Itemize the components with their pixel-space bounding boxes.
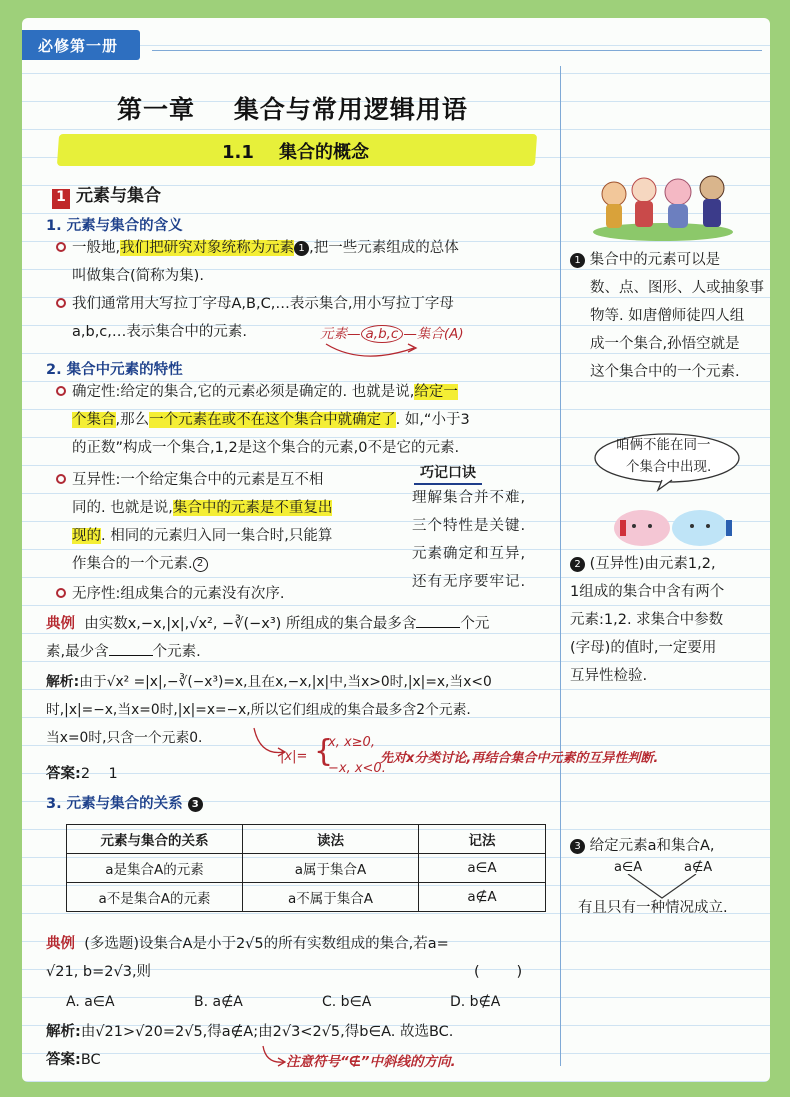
note-marker: 3 <box>570 839 585 854</box>
def-set: 叫做集合(简称为集). <box>72 268 204 284</box>
mnemonic-line: 还有无序要牢记. <box>412 574 527 590</box>
trait-distinct-3: 现的. 相同的元素归入同一集合时,只能算 <box>72 528 333 544</box>
part-heading <box>52 181 161 209</box>
bullet-icon <box>56 386 66 396</box>
solution2: 解析:由√21>√20=2√5,得a∉A;由2√3<2√5,得b∈A. 故选BC. <box>46 1024 454 1040</box>
mnemonic-line: 三个特性是关键. <box>412 518 527 534</box>
bullet-icon <box>56 298 66 308</box>
table-row <box>67 854 546 883</box>
example2-line2: √21, b=2√3,则 <box>46 964 152 980</box>
mnemonic-title: 巧记口诀 <box>414 462 482 485</box>
side-note1-line: 1 集合中的元素可以是 <box>570 246 720 274</box>
page: 必修第一册 第一章 集合与常用逻辑用语 1.1 集合的概念 1 元素与集合 1. 元素与集合的含义 一般地,我们把研究对象统称为元素 1 ,把一些元素组成的总体 叫做集合(简称为集). 我们通常用大写拉丁字母A,B,C,…表示集合,用小写拉丁字母 a,b,c,…表示集合中的元素. 元素— a,b,c —集合(A) 2. 集合中元素的特性 确定性:给定的集合,它的元素必须是确定的. 也就是说,给定一 个集合,那么一个元素在或不在这个集合中就确定了. 如,“小于3 的正数”构成一个集合,1,2是这个集合的元素,0不是它的元素. 互异性:一个给定集合中的元素是互不相 同的. 也就是说,集合中的元素是不重复出 现的. 相同的元素归入同一集合时,只能算 作集合的一个元素. 2 无序性:组成集合的元素没有次序. 巧记口诀 理解集合并不难, 三个特性是关键. 元素确定和互异, 还有无序要牢记. 典例 由实数x,−x,|x|,√x², −∛(−x³) 所组成的集合最多含 个元 素,最少含 个元素. 解析:由于√x² =|x|,−∛(−x³)=x,且在x,−x,|x|中,当x>0时,|x|=x,当x<0 时,|x|=−x,当x=0时,|x|=x=−x,所以它们组成的集合最多含2个元素. 当x=0时,只含一个元素0. |x|= { x, x≥0, −x, x<0. 先对x分类讨论,再结合集合中元素的互异性判断. 答案:2 1 3. 元素与集合的关系 3 元素与集合的关系 读法 记法 a是集合A的元素 a属于集合A a∈A a不是集合A的元素 a不属于集合A a∉A 典例 (多选题)设集合A是小于2√5的所有实数组成的集合,若a= √21, b=2√3,则 ( ) A. a∈A B. a∉A C. b∈A D. b∉A 解析:由√21>√20=2√5,得a∉A;由2√3<2√5,得b∈A. 故选BC. 答案:BC 注意符号“∉”中斜线的方向. 1 集合中的元素可以是 数、点、图形、人或抽象事 物等. 如唐僧师徒四人组 成一个集合,孙悟空就是 这个集合中的一个元素. 咱俩不能在同一 个集合中出现. 2 (互异性)由元素1,2, 1组成的集合中含有两个 元素:1,2. 求集合中参数 (字母)的值时,一定要用 互异性检验. 3 给定元素a和集合A, a∈A a∉A 有且只有一种情况成立. <box>22 18 770 1082</box>
table-row <box>67 883 546 912</box>
heading-meaning: 1. 元素与集合的含义 <box>46 218 183 234</box>
example1-line2: 素,最少含 个元素. <box>46 644 201 660</box>
example2-line1: 典例 (多选题)设集合A是小于2√5的所有实数组成的集合,若a= <box>46 936 449 952</box>
table-cell: a是集合A的元素 <box>67 854 243 883</box>
side-note1-line: 这个集合中的一个元素. <box>590 364 740 380</box>
answer-paren: ( ) <box>474 964 523 980</box>
table-cell: a属于集合A <box>243 854 419 883</box>
def-element: 一般地,我们把研究对象统称为元素 1 ,把一些元素组成的总体 <box>56 234 459 262</box>
option-d: D. b∉A <box>450 994 501 1010</box>
side-note2-line: 互异性检验. <box>570 668 648 684</box>
side-note2-line: 1组成的集合中含有两个 <box>570 584 725 600</box>
note-marker: 3 <box>188 797 203 812</box>
table-header: 读法 <box>243 825 419 854</box>
trait-distinct-2: 同的. 也就是说,集合中的元素是不重复出 <box>72 500 333 516</box>
solution1-line1: 解析:由于√x² =|x|,−∛(−x³)=x,且在x,−x,|x|中,当x>0时,|x|=x,当x<0 <box>46 674 492 690</box>
table-cell: a不属于集合A <box>243 883 419 912</box>
side-note3-line: 3 给定元素a和集合A, <box>570 832 715 860</box>
table-header-row <box>67 825 546 854</box>
pilgrims-illustration <box>588 170 738 242</box>
note-marker: 1 <box>570 253 585 268</box>
option-b: B. a∉A <box>194 994 243 1010</box>
notation-line1: 我们通常用大写拉丁字母A,B,C,…表示集合,用小写拉丁字母 <box>56 290 454 318</box>
bubble-line: 个集合中出现. <box>626 459 712 475</box>
relation-table <box>66 824 546 912</box>
note-marker: 2 <box>193 557 208 572</box>
note-marker: 2 <box>570 557 585 572</box>
bullet-icon <box>56 242 66 252</box>
symbol-note: 注意符号“∉”中斜线的方向. <box>286 1054 456 1070</box>
side-note2-line: 元素:1,2. 求集合中参数 <box>570 612 724 628</box>
notation-line2: a,b,c,…表示集合中的元素. <box>72 324 247 340</box>
side-notin-symbol: a∉A <box>684 860 713 875</box>
handwritten-note: 元素— a,b,c —集合(A) <box>320 326 464 342</box>
heading-traits: 2. 集合中元素的特性 <box>46 362 183 378</box>
table-cell: a∉A <box>419 883 546 912</box>
part-title: 元素与集合 <box>76 186 161 206</box>
part-number: 1 <box>52 189 70 209</box>
trait-certainty-2: 个集合,那么一个元素在或不在这个集合中就确定了. 如,“小于3 <box>72 412 470 428</box>
table-cell: a∈A <box>419 854 546 883</box>
answer-blank <box>416 614 460 628</box>
top-rule <box>152 50 762 51</box>
heading-relation: 3. 元素与集合的关系 3 <box>46 792 203 813</box>
section-title: 1.1 集合的概念 <box>222 142 369 163</box>
side-note1-line: 数、点、图形、人或抽象事 <box>590 280 764 296</box>
note-marker: 1 <box>294 241 309 256</box>
side-note2-line: 2 (互异性)由元素1,2, <box>570 550 716 578</box>
header-tag: 必修第一册 <box>22 30 140 60</box>
table-header: 元素与集合的关系 <box>67 825 243 854</box>
side-note3-line: 有且只有一种情况成立. <box>578 900 728 916</box>
option-a: A. a∈A <box>66 994 115 1010</box>
bubble-line: 咱俩不能在同一 <box>616 437 711 453</box>
trait-unordered: 无序性:组成集合的元素没有次序. <box>56 580 285 608</box>
side-in-symbol: a∈A <box>614 860 643 875</box>
table-cell: a不是集合A的元素 <box>67 883 243 912</box>
solution1-line2: 时,|x|=−x,当x=0时,|x|=x=−x,所以它们组成的集合最多含2个元素. <box>46 702 471 718</box>
answer-blank <box>109 642 153 656</box>
trait-certainty-3: 的正数”构成一个集合,1,2是这个集合的元素,0不是它的元素. <box>72 440 460 456</box>
answer2: 答案:BC <box>46 1052 101 1068</box>
side-note1-line: 成一个集合,孙悟空就是 <box>590 336 740 352</box>
bullet-icon <box>56 588 66 598</box>
side-note1-line: 物等. 如唐僧师徒四人组 <box>590 308 745 324</box>
trait-distinct-1: 互异性:一个给定集合中的元素是互不相 <box>56 466 323 494</box>
bullet-icon <box>56 474 66 484</box>
arrow-icon <box>250 726 290 762</box>
twins-illustration <box>602 498 742 548</box>
chapter-title: 第一章 集合与常用逻辑用语 <box>117 95 468 124</box>
example1-line1: 典例 由实数x,−x,|x|,√x², −∛(−x³) 所组成的集合最多含 个元 <box>46 616 490 632</box>
arrow-icon <box>322 340 432 364</box>
trait-distinct-4: 作集合的一个元素. 2 <box>72 550 208 578</box>
mnemonic-line: 元素确定和互异, <box>412 546 527 562</box>
option-c: C. b∈A <box>322 994 372 1010</box>
margin-rule <box>560 66 561 1066</box>
table-header: 记法 <box>419 825 546 854</box>
mnemonic-line: 理解集合并不难, <box>412 490 527 506</box>
answer1: 答案:2 1 <box>46 766 118 782</box>
solution1-line3: 当x=0时,只含一个元素0. <box>46 730 203 746</box>
trait-certainty-1: 确定性:给定的集合,它的元素必须是确定的. 也就是说,给定一 <box>56 378 458 406</box>
side-note2-line: (字母)的值时,一定要用 <box>570 640 717 656</box>
